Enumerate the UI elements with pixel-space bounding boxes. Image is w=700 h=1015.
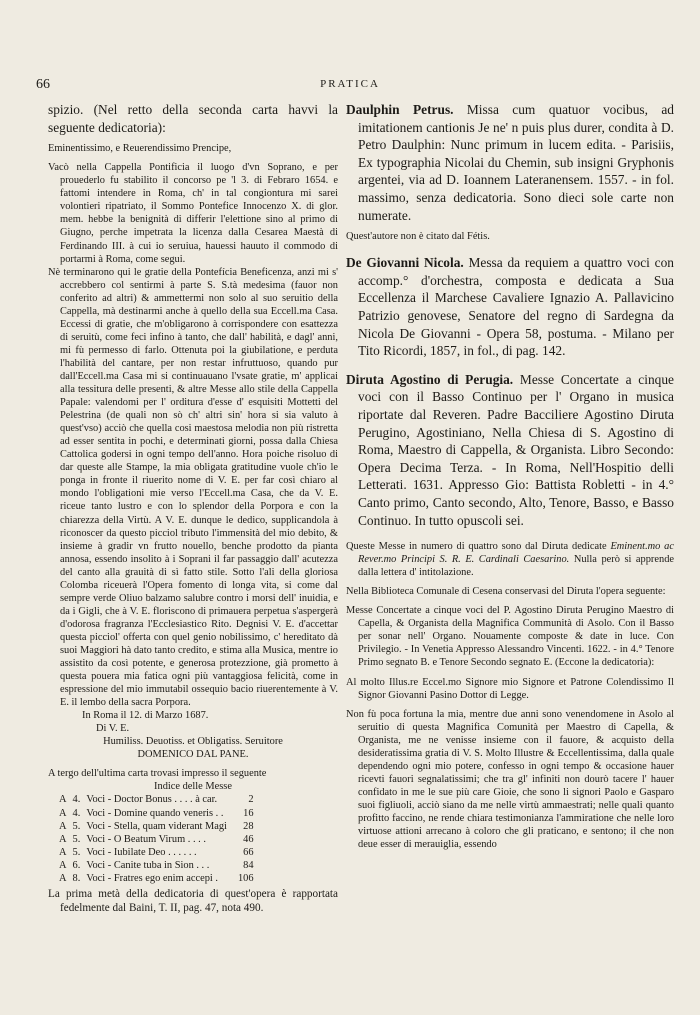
index-row: A 8. Voci - Fratres ego enim accepi . 106 <box>59 873 254 885</box>
note-dedication: Queste Messe in numero di quattro sono dal Diruta dedicate Eminent.mo ac Rever.mo Principi S. R. E. Cardinali Caesarino. Nulla però si apprende dalla lettera d' intitolazione. <box>346 541 674 579</box>
signature-line-1: Humiliss. Deuotiss. et Obligatiss. Seruitore <box>103 736 283 748</box>
index-row: A 4. Voci - Domine quando veneris . . 16 <box>59 807 254 819</box>
dedication-di: Di V. E. <box>96 723 130 735</box>
index-table <box>56 793 257 885</box>
entry-text: Messa da requiem a quattro voci con accomp.° d'orchestra, composta e dedicata a Sua Eccellenza il Marchese Cavaliere Ignazio A. Pallavicino Patrizio genovese, Senatore del regno di Sardegna da Nicola De Giovanni - Opera 58, postuma. - Milano per Tito Ricordi, 1857, in fol., di pag. 142. <box>358 255 674 359</box>
entry-author: De Giovanni Nicola. <box>346 255 464 271</box>
note-fetis: Quest'autore non è citato dal Fétis. <box>346 231 490 243</box>
index-row: A 4. Voci - Doctor Bonus . . . . à car. 2 <box>59 794 254 806</box>
index-row: A 6. Voci - Canite tuba in Sion . . . 84 <box>59 859 254 871</box>
dedication-salutation: Eminentissimo, e Reuerendissimo Prencipe, <box>48 143 232 155</box>
entry-de-giovanni <box>346 254 674 360</box>
page-number: 66 <box>36 77 50 92</box>
entry-author: Diruta Agostino di Perugia. <box>346 371 514 387</box>
index-row: A 5. Voci - O Beatum Virum . . . . 46 <box>59 833 254 845</box>
note-messe-concertate: Messe Concertate a cinque voci del P. Agostino Diruta Perugino Maestro di Capella, & Organista della Magnifica Communità di Asolo. Con il Basso per sonar nell' Organo. Nouamente composte & date in luce. Con Privilegio. - In Venetia Appresso Alessandro Vincenti. 1622. - in 4.° Tenore Primo segnato B. e Tenore Secondo segnato E. (Eccone la dedicatoria): <box>346 605 674 669</box>
dedication-paragraph-1: Vacò nella Cappella Pontificia il luogo d'vn Soprano, e per prouederlo fu stabilito il concorso pe 'l 3. di Febraro 1654. e fattomi intendere in Roma, ch' in tal congiontura mi sarei volontieri ripatriato, il Sommo Pontefice Innocenzo X. di glor. mem. hebbe la benignità di differir l'elettione sino al primo di Giugno, perche impetrata la licenza dalla Cesarea Maestà di Ferdinando III. à cui io seruiua, hauessi hauuto il commodo di portarmi à Roma, come segui. <box>48 162 338 265</box>
signature-line-2: DOMENICO DAL PANE. <box>137 749 249 761</box>
note-dedicatee: Al molto Illus.re Eccel.mo Signore mio Signore et Patrone Colendissimo Il Signor Giovanni Pasino Dottor di Legge. <box>346 676 674 701</box>
entry-diruta <box>346 371 674 529</box>
entry-author: Daulphin Petrus. <box>346 102 454 117</box>
running-title: PRATICA <box>320 78 380 90</box>
dedication-date: In Roma il 12. di Marzo 1687. <box>82 710 209 722</box>
index-intro: A tergo dell'ultima carta trovasi impresso il seguente <box>48 768 267 780</box>
closing-note: La prima metà della dedicatoria di quest'opera è rapportata fedelmente dal Baini, T. II, pag. 47, nota 490. <box>48 888 338 914</box>
index-title: Indice delle Messe <box>154 781 232 793</box>
intro-text: spizio. (Nel retto della seconda carta havvi la seguente dedicatoria): <box>48 102 338 135</box>
index-row: A 5. Voci - Stella, quam viderant Magi 28 <box>59 820 254 832</box>
index-row: A 5. Voci - Iubilate Deo . . . . . . 66 <box>59 846 254 858</box>
left-column <box>48 101 338 915</box>
note-dedication-text: Non fù poca fortuna la mia, mentre due anni sono venendomene in Asolo al seruitio di questa Magnifica Comunità per Maestro di Capella, & Organista, me ne venisse insieme con il fauore, & acquisto della desideratissima gratia di V. S. Molto Illustre & Eccellentissima, dalla quale dependendo ogni mio potere, confesso in ogni tempo & occasione hauer ricevti fauori segnalatissimi; che tra gl' infiniti non dourò tacere l' hauer confidato in me le sue più care Gioie, che sono li signori Paolo e Gasparo suoi figliuoli, acciò siano da me nelle virtù ammaestrati; nelle quali quanto profitto faccino, ne rende chiara testimonianza l'ammiratione che nelle loro virtuose attioni arrecano à coloro che gli praticano, e sentono; il che non deue esser di merauiglia, essendo <box>346 708 674 851</box>
right-column <box>346 101 674 851</box>
entry-daulphin <box>346 101 674 224</box>
entry-text: Messe Concertate a cinque voci con il Basso Continuo per l' Organo in musica riportate dal Reveren. Padre Bacciliere Agostino Diruta Perugino, Agostiniano, Nella Chiesa di S. Agostino di Roma, Maestro di Cappella, & Organista. Libro Secondo: Opera Decima Terza. - In Roma, Nell'Hospitio delli Letterati. 1631. Appresso Gio: Battista Robletti - in 4.° Canto primo, Canto secondo, Alto, Tenore, Basso, e Basso Continuo. In tutto opuscoli sei. <box>358 371 674 528</box>
entry-text: Missa cum quatuor vocibus, ad imitationem cantionis Je ne' n puis plus durer, condita à D. Petro Daulphin: Nunc primum in lucem edita. - Parisiis, Ex typographia Nicolai du Chemin, sub insigni Gryphonis argentei, via ad D. Ioannem Lateranensem. 1557. - in fol. massimo, senza dedicatoria. Sono dieci sole carte non numerate. <box>358 102 674 223</box>
note-cesena: Nella Biblioteca Comunale di Cesena conservasi del Diruta l'opera seguente: <box>346 586 666 598</box>
dedication-paragraph-2: Nè terminarono qui le gratie della Pontefícia Beneficenza, anzi mi s' accrebbero col sentirmi à parte S. S.tà medesima (fauor non conferito ad altri) & ammettermi non solo al suo seruitio della Cappella, mà destinarmi anche à quello della sua Eccell.ma Casa. Eccessi di gratie, che m'obligarono à corrispondere con esattezza di seruitù, come feci infino à tanto, che dall' habilità, e dagl' anni, mi fù permesso di farlo. Ottenuta poi la giubilatione, e perduta l'habilità del cantare, per non restar infruttuoso, quando pur dall'Eccell.ma Casa mi si continuauano l'vsate gratie, m' applicai alla tessitura delle presenti, & altre Messe allo stile della Cappella Papale: valendomi per l' orditura d'esse d' esquisiti Mottetti del Pelestrina (de quali non sò ch' altri sin' hora si sia valuto à quest'vso) acciò che quella cosi maestosa melodia non più ristretta ad esser sentita in pochi, e determinati giorni, possa dalla Chiesa Cattolica godersi in ogni tempo dell'anno. Hora poiche risoluo di dar queste alle Stampe, la mia obligata gratitudine vuole ch'io le ponga in fronte il riuerito nome di V. E. per far così chiaro al mondo l'obligationi mie verso l'Eccell.ma Casa, che da V. E. riceue tanto lustro e con lo splendor della Porpora e con la chiarezza della Virtù. A V. E. dunque le dedico, supplicandola à riconoscer da questo picciol tributo l'immensità del mio debito, & insieme à gradir vn frutto nouello, benche prodotto da pianta annosa, essendo insolito à i Soprani il far passaggio dall' acutezza del canto alla grauità di sì fatto stile. Sotto l'ali della gloriosa Colomba riceuerà l'Opera fomento di longa vita, si come dal sempre verde Oliuo balzamo salubre contro i morsi dell' inuidia, e da i Gigli, che à V. E. floriscono di primauera perpetua s'aspergerà d'odorosa fragranza l'Ecclesiastico Rito. Degnisi V. E. d'accettar questa picciol' offerta con quel genio nobilissimo, c' hereditato dà suoi Maggiori hà dato tanto credito, e stima alla Musica, mentre io assistito da così potente, e generosa protezzione, già prometto à questa pouera mia fatica ogni più vantaggiosa felicità, come in espressione del mio immutabil ossequio bacio riuerentemente à V. E. il lembo della sacra Porpora. <box>48 266 338 709</box>
